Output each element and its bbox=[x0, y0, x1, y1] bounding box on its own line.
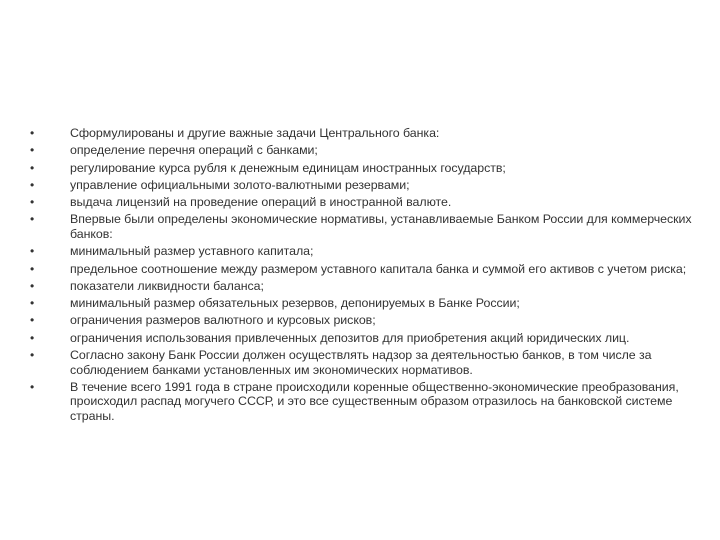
list-item bbox=[30, 161, 710, 176]
list-item-text: предельное соотношение между размером уставного капитала банка и суммой его активов с учетом риска; bbox=[70, 261, 687, 276]
list-item bbox=[30, 313, 710, 328]
list-item-text: показатели ликвидности баланса; bbox=[70, 278, 264, 293]
list-item-text: В течение всего 1991 года в стране происходили коренные общественно-экономические преобразования, происходил распад могучего СССР, и это все существенным образом отразилось на банковской системе страны. bbox=[70, 379, 679, 424]
bullet-icon: • bbox=[30, 126, 35, 140]
list-item-text: Согласно закону Банк России должен осуществлять надзор за деятельностью банков, в том числе за соблюдением банками установленных им экономических нормативов. bbox=[70, 347, 652, 377]
list-item-text: выдача лицензий на проведение операций в иностранной валюте. bbox=[70, 195, 452, 210]
list-item bbox=[30, 296, 710, 311]
list-item-text: минимальный размер обязательных резервов, депонируемых в Банке России; bbox=[70, 296, 520, 311]
list-item-text: ограничения размеров валютного и курсовых рисков; bbox=[70, 313, 376, 328]
bullet-icon: • bbox=[30, 212, 35, 227]
bullet-icon: • bbox=[30, 313, 35, 328]
bullet-icon: • bbox=[30, 177, 35, 192]
bullet-icon: • bbox=[30, 261, 35, 276]
list-item-text: ограничения использования привлеченных депозитов для приобретения акций юридических лиц. bbox=[70, 330, 630, 345]
bullet-icon: • bbox=[30, 379, 35, 394]
bullet-icon: • bbox=[30, 278, 35, 293]
list-item-text: определение перечня операций с банками; bbox=[70, 143, 318, 158]
bullet-icon: • bbox=[30, 296, 35, 311]
list-item-text: управление официальными золото-валютными резервами; bbox=[70, 177, 410, 192]
list-item bbox=[30, 178, 710, 193]
list-item bbox=[30, 212, 710, 241]
list-item bbox=[30, 380, 710, 424]
list-item bbox=[30, 331, 710, 346]
list-item bbox=[30, 348, 710, 377]
list-item-text: минимальный размер уставного капитала; bbox=[70, 244, 314, 259]
list-item bbox=[30, 195, 710, 210]
bullet-icon: • bbox=[30, 244, 35, 259]
bullet-icon: • bbox=[30, 160, 35, 175]
list-item bbox=[30, 262, 710, 277]
bullet-icon: • bbox=[30, 143, 35, 158]
list-item bbox=[30, 126, 710, 141]
list-item-text: регулирование курса рубля к денежным единицам иностранных государств; bbox=[70, 160, 506, 175]
bullet-icon: • bbox=[30, 347, 35, 362]
list-item bbox=[30, 143, 710, 158]
bullet-icon: • bbox=[30, 330, 35, 345]
bullet-list bbox=[30, 126, 710, 426]
list-item-text: Впервые были определены экономические нормативы, устанавливаемые Банком России для коммерческих банков: bbox=[70, 212, 692, 241]
list-item bbox=[30, 244, 710, 259]
list-item bbox=[30, 279, 710, 294]
bullet-icon: • bbox=[30, 195, 35, 210]
list-item-text: Сформулированы и другие важные задачи Центрального банка: bbox=[70, 126, 440, 140]
